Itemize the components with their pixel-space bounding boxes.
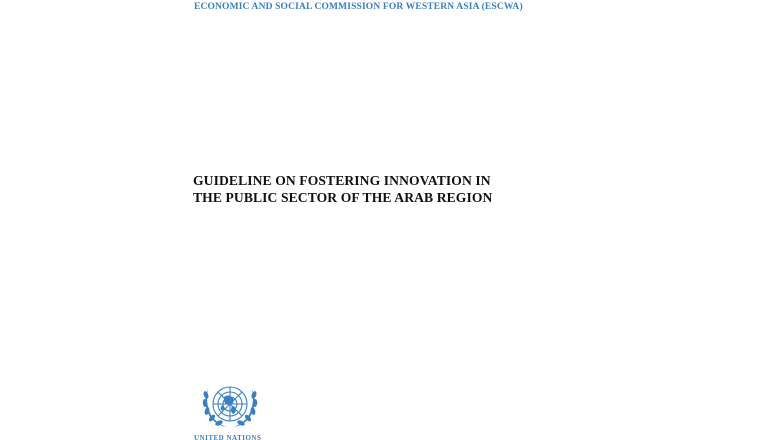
document-title-line-1: GUIDELINE ON FOSTERING INNOVATION IN: [193, 173, 491, 188]
un-emblem-icon: [194, 375, 266, 435]
un-emblem-caption: UNITED NATIONS: [194, 434, 262, 440]
organization-header: ECONOMIC AND SOCIAL COMMISSION FOR WESTERN ASIA (ESCWA): [194, 2, 523, 12]
document-title: [193, 172, 613, 206]
document-title-line-2: THE PUBLIC SECTOR OF THE ARAB REGION: [193, 190, 493, 205]
